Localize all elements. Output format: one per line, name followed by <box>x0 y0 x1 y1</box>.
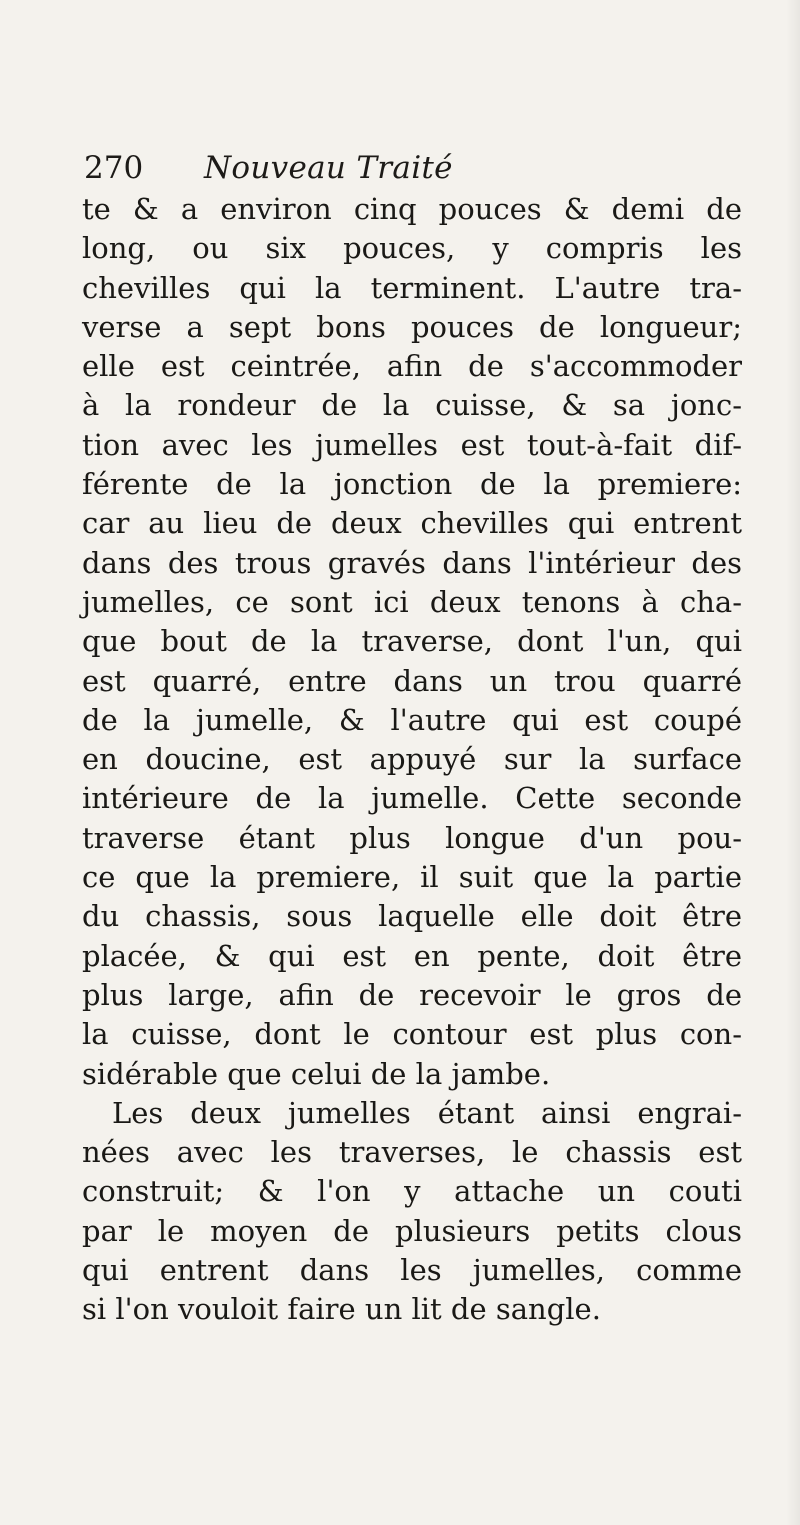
text-line: plus large, afin de recevoir le gros de <box>82 977 742 1012</box>
text-line: si l'on vouloit faire un lit de sangle. <box>82 1292 601 1327</box>
text-line: car au lieu de deux chevilles qui entrent <box>82 506 742 541</box>
running-title: Nouveau Traité <box>204 150 453 186</box>
text-line: dans des trous gravés dans l'intérieur des <box>82 545 742 580</box>
text-line: à la rondeur de la cuisse, & sa jonc- <box>82 388 742 423</box>
text-line: elle est ceintrée, afin de s'accommoder <box>82 349 742 384</box>
body-text <box>82 190 742 1330</box>
text-line: placée, & qui est en pente, doit être <box>82 938 742 973</box>
text-line: jumelles, ce sont ici deux tenons à cha- <box>82 584 742 619</box>
text-line: de la jumelle, & l'autre qui est coupé <box>82 702 742 737</box>
text-line: en doucine, est appuyé sur la surface <box>82 742 742 777</box>
text-line: te & a environ cinq pouces & demi de <box>82 192 742 226</box>
text-line: nées avec les traverses, le chassis est <box>82 1135 742 1170</box>
text-line: traverse étant plus longue d'un pou- <box>82 820 742 855</box>
text-line: que bout de la traverse, dont l'un, qui <box>82 624 742 659</box>
text-line: chevilles qui la terminent. L'autre tra- <box>82 270 742 305</box>
text-line: verse a sept bons pouces de longueur; <box>82 309 742 344</box>
text-line: par le moyen de plusieurs petits clous <box>82 1213 742 1248</box>
text-line: est quarré, entre dans un trou quarré <box>82 663 742 698</box>
page-edge-shadow <box>786 0 800 1525</box>
page-number: 270 <box>84 150 144 186</box>
text-line: tion avec les jumelles est tout-à-fait dif- <box>82 427 742 462</box>
text-line: la cuisse, dont le contour est plus con- <box>82 1017 742 1052</box>
text-line: sidérable que celui de la jambe. <box>82 1056 551 1091</box>
text-line: Les deux jumelles étant ainsi engrai- <box>112 1095 742 1130</box>
text-line: ce que la premiere, il suit que la partie <box>82 860 742 895</box>
text-line: qui entrent dans les jumelles, comme <box>82 1253 742 1288</box>
text-line: du chassis, sous laquelle elle doit être <box>82 899 742 934</box>
text-line: construit; & l'on y attache un couti <box>82 1174 742 1209</box>
text-line: férente de la jonction de la premiere: <box>82 467 742 502</box>
text-line: intérieure de la jumelle. Cette seconde <box>82 781 742 816</box>
text-line: long, ou six pouces, y compris les <box>82 231 742 266</box>
running-head <box>84 148 744 194</box>
